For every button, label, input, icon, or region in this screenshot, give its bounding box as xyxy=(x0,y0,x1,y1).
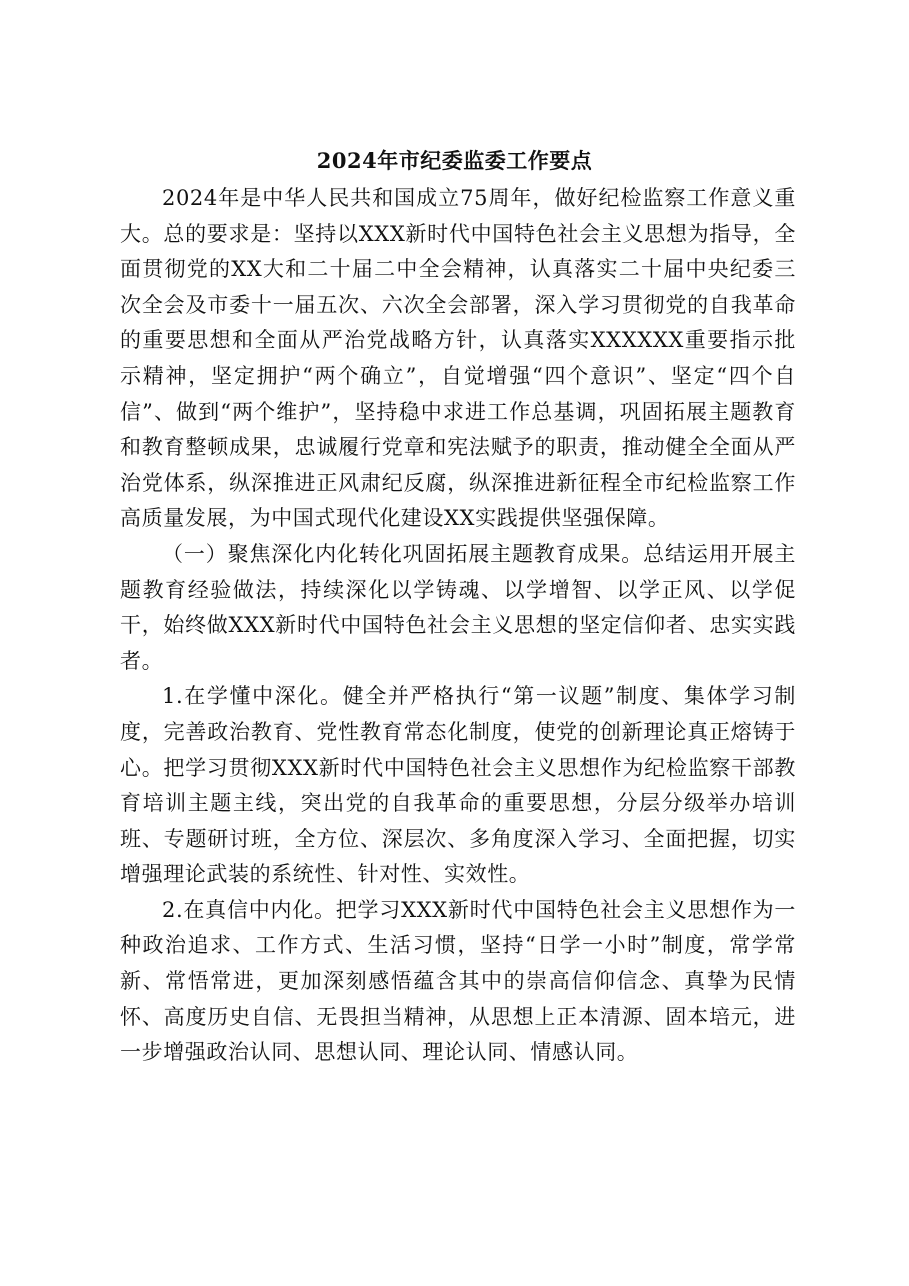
paragraph-intro: 2024年是中华人民共和国成立75周年，做好纪检监察工作意义重大。总的要求是：坚持以XXX新时代中国特色社会主义思想为指导，全面贯彻党的XX大和二十届二中全会精神，认真落实二十届中央纪委三次全会及市委十一届五次、六次全会部署，深入学习贯彻党的自我革命的重要思想和全面从严治党战略方针，认真落实XXXXXX重要指示批示精神，坚定拥护“两个确立”，自觉增强“四个意识”、坚定“四个自信”、做到“两个维护”，坚持稳中求进工作总基调，巩固拓展主题教育和教育整顿成果，忠诚履行党章和宪法赋予的职责，推动健全全面从严治党体系，纵深推进正风肃纪反腐，纵深推进新征程全市纪检监察工作高质量发展，为中国式现代化建设XX实践提供坚强保障。 xyxy=(120,186,796,531)
paragraph-section-1: （一）聚焦深化内化转化巩固拓展主题教育成果。总结运用开展主题教育经验做法，持续深化以学铸魂、以学增智、以学正风、以学促干，始终做XXX新时代中国特色社会主义思想的坚定信仰者、忠实实践者。 xyxy=(120,541,796,673)
document-title: 2024年市纪委监委工作要点 xyxy=(316,148,593,173)
paragraph-item-2: 2.在真信中内化。把学习XXX新时代中国特色社会主义思想作为一种政治追求、工作方式、生活习惯，坚持“日学一小时”制度，常学常新、常悟常进，更加深刻感悟蕴含其中的崇高信仰信念、真挚为民情怀、高度历史自信、无畏担当精神，从思想上正本清源、固本培元，进一步增强政治认同、思想认同、理论认同、情感认同。 xyxy=(120,897,796,1065)
paragraph-item-1: 1.在学懂中深化。健全并严格执行“第一议题”制度、集体学习制度，完善政治教育、党性教育常态化制度，使党的创新理论真正熔铸于心。把学习贯彻XXX新时代中国特色社会主义思想作为纪检监察干部教育培训主题主线，突出党的自我革命的重要思想，分层分级举办培训班、专题研讨班，全方位、深层次、多角度深入学习、全面把握，切实增强理论武装的系统性、针对性、实效性。 xyxy=(120,684,796,887)
document-body xyxy=(120,181,796,1071)
